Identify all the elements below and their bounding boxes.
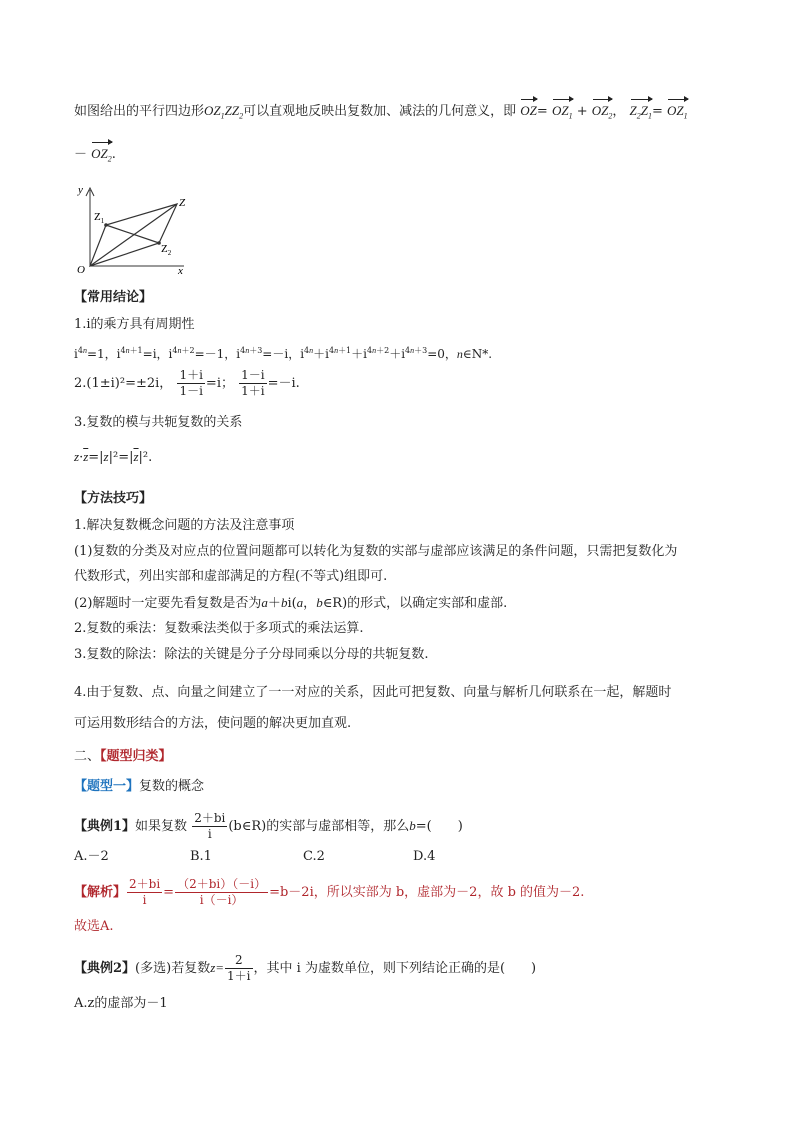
example-1-fraction: $\frac{2+bi}{i}$ — [194, 811, 226, 841]
solution-fraction-1: $\frac{2+bi}{i}$ — [129, 877, 161, 907]
solution-fraction-2: $\frac{(2+bi)(-i)}{i(-i)}$ — [177, 877, 267, 907]
intro-line-1: 如图给出的平行四边形$OZ_1ZZ_2$可以直观地反映出复数加、减法的几何意义，即 $OZ= OZ_1 + OZ_2$， $Z_2Z_1= OZ_1$ — [74, 102, 688, 126]
x-label: x — [178, 265, 183, 276]
vector-oz2: $OZ_2$ — [592, 102, 613, 126]
example-2-option-a: A.z的虚部为－1 — [74, 996, 168, 1011]
diagonal-oz — [90, 204, 177, 266]
common-item-1: 1.i的乘方具有周期性 — [74, 317, 195, 332]
common-heading: 【常用结论】 — [74, 290, 153, 305]
type-1-heading: 【题型一】复数的概念 — [74, 779, 205, 794]
origin-label: O — [77, 264, 85, 276]
vector-oz1-b: $OZ_1$ — [667, 102, 688, 126]
common-item-2: 2.(1±i)²=±2i， $\frac{1+i}{1-i}$ =i； $\frac{1-i}{1+i}$ =－i. — [74, 368, 300, 398]
common-item-3: 3.复数的模与共轭复数的关系 — [74, 415, 243, 430]
choice-a: A.－2 — [74, 849, 109, 864]
y-label: y — [78, 184, 83, 196]
method-1a-line-1: (1)复数的分类及对应点的位置问题都可以转化为复数的实部与虚部应该满足的条件问题，只需把复数化为 — [74, 544, 678, 559]
method-1: 1.解决复数概念问题的方法及注意事项 — [74, 518, 295, 533]
z2-label: $Z_2$ — [161, 243, 172, 257]
method-4-line-2: 可运用数形结合的方法，使问题的解决更加直观. — [74, 716, 352, 731]
parallelogram-label: $OZ_1ZZ_2$ — [204, 103, 244, 121]
choice-d: D.4 — [413, 849, 436, 864]
vector-oz2-b: $OZ_2$ — [91, 145, 112, 169]
method-4-line-1: 4.由于复数、点、向量之间建立了一一对应的关系，因此可把复数、向量与解析几何联系在一起，解题时 — [74, 685, 672, 700]
point-z1 — [104, 223, 108, 227]
method-2: 2.复数的乘法：复数乘法类似于多项式的乘法运算. — [74, 621, 364, 636]
method-3: 3.复数的除法：除法的关键是分子分母同乘以分母的共轭复数. — [74, 647, 429, 662]
common-item-3-formula: $z\cdot\overline{z}=|z|^2=|\overline{z}|^2$. — [74, 449, 153, 465]
solution: 【解析】 $\frac{2+bi}{i}$ = $\frac{(2+bi)(-i)}{i(-i)}$ =b－2i，所以实部为 b，虚部为－2，故 b 的值为－2. — [74, 877, 585, 907]
vector-oz1: $OZ_1$ — [552, 102, 573, 126]
choice-c: C.2 — [303, 849, 325, 864]
intro-line-2: － $OZ_2$. — [74, 145, 116, 169]
section-2-heading: 二、【题型归类】 — [74, 749, 172, 764]
method-1b: (2)解题时一定要先看复数是否为a＋bi(a，b∈R)的形式，以确定实部和虚部. — [74, 595, 508, 611]
choice-b: B.1 — [190, 849, 212, 864]
example-2: 【典例2】(多选)若复数z= $\frac{2}{1+i}$ ，其中 i 为虚数单位，则下列结论正确的是( ) — [74, 953, 537, 983]
method-1a-line-2: 代数形式，列出实部和虚部满足的方程(不等式)组即可. — [74, 569, 388, 584]
parallelogram-figure — [74, 180, 199, 276]
solution-answer: 故选A. — [74, 919, 114, 934]
example-2-fraction: $\frac{2}{1+i}$ — [227, 953, 251, 983]
vector-z2z1: $Z_2Z_1$ — [630, 102, 652, 126]
fraction-2: $\frac{1-i}{1+i}$ — [241, 368, 265, 398]
methods-heading: 【方法技巧】 — [74, 491, 153, 506]
example-1: 【典例1】如果复数 $\frac{2+bi}{i}$ (b∈R)的实部与虚部相等，那么b=( ) — [74, 811, 463, 841]
common-item-1-formula: $i^{4n}=1$，$i^{4n+1}=i$，$i^{4n+2}=-1$，$i^{4n+3}=-i$，$i^{4n}+i^{4n+1}+i^{4n+2}+i^{4n+3}=0$，n∈N*. — [74, 346, 493, 361]
z-label: Z — [179, 197, 186, 209]
diagonal-z1z2 — [106, 225, 159, 243]
fraction-1: $\frac{1+i}{1-i}$ — [179, 368, 203, 398]
vector-oz: OZ — [520, 103, 537, 118]
example-1-choices — [74, 848, 435, 866]
z1-label: $Z_1$ — [94, 211, 105, 225]
